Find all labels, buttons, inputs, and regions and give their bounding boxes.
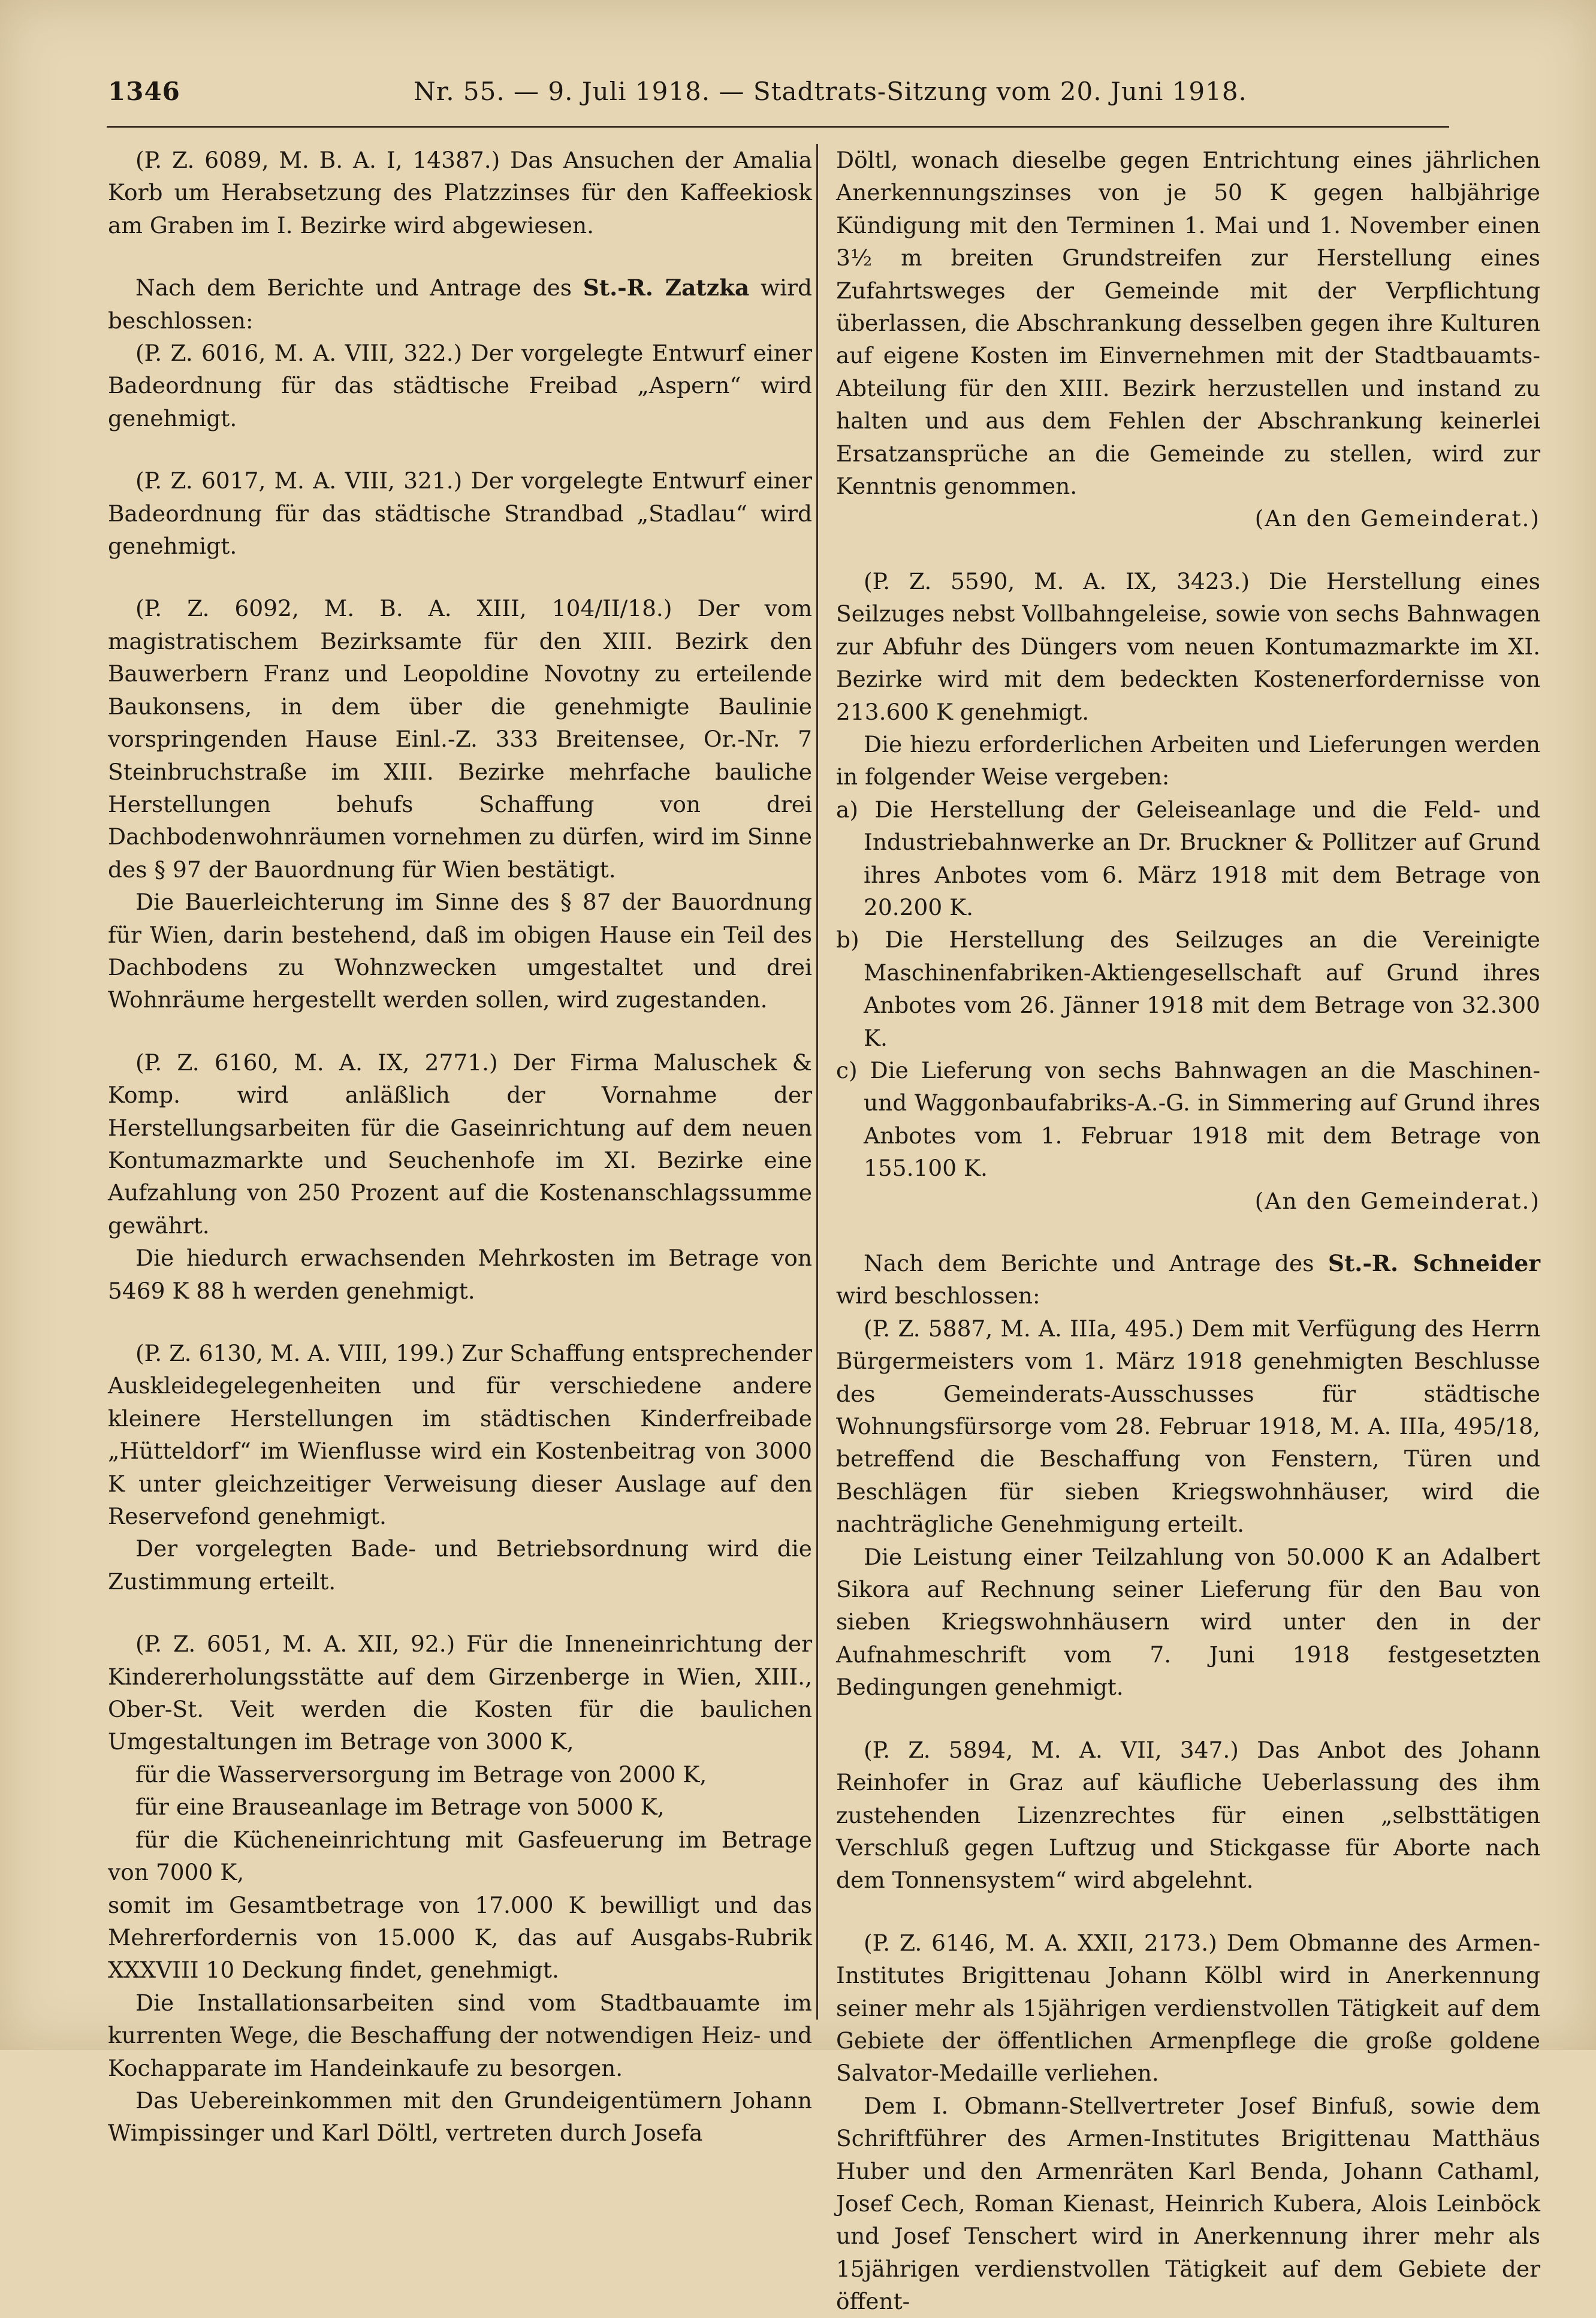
paragraph: (P. Z. 5887, M. A. IIIa, 495.) Dem mit Verfügung des Herrn Bürgermeisters vom 1. März 1918 genehmigten Beschlusse des Gemeinderats-Ausschusses für städtische Wohnungsfürsorge vom 28. Februar 1918, M. A. IIIa, 495/18, betreffend die Beschaffung von Fenstern, Türen und Beschlägen für sieben Kriegswohnhäuser, wird die nachträgliche Genehmigung erteilt.	[836, 1315, 1540, 1538]
paragraph: (P. Z. 6092, M. B. A. XIII, 104/II/18.) Der vom magistratischem Bezirksamte für den XIII. Bezirk den Bauwerbern Franz und Leopoldine Novotny zu erteilende Baukonsens, in dem über die genehmigte Baulinie vorspringenden Hause Einl.-Z. 333 Breitensee, Or.-Nr. 7 Steinbruchstraße im XIII. Bezirke mehrfache bauliche Herstellungen behufs Schaffung von drei Dachbodenwohnräumen vornehmen zu dürfen, wird im Sinne des § 97 der Bauordnung für Wien bestätigt.	[108, 595, 812, 883]
page-number: 1346	[108, 77, 180, 106]
header-rule	[107, 126, 1449, 128]
paragraph: (P. Z. 6016, M. A. VIII, 322.) Der vorgelegte Entwurf einer Badeordnung für das städtische Freibad „Aspern“ wird genehmigt.	[108, 340, 812, 431]
referral-note: (An den Gemeinderat.)	[1254, 1187, 1540, 1214]
paragraph: (P. Z. 6146, M. A. XXII, 2173.) Dem Obmanne des Armen-Institutes Brigittenau Johann Kölbl wird in Anerkennung seiner mehr als 15jährigen verdienstvollen Tätigkeit auf dem Gebiete der öffentlichen Armenpflege die große goldene Salvator-Medaille verliehen.	[836, 1929, 1540, 2087]
page-header	[108, 77, 1450, 119]
paragraph: (P. Z. 5590, M. A. IX, 3423.) Die Herstellung eines Seilzuges nebst Vollbahngeleise, sowie von sechs Bahnwagen zur Abfuhr des Düngers vom neuen Kontumazmarkte im XI. Bezirke wird mit dem bedeckten Kostenerfordernisse von 213.600 K genehmigt.	[836, 568, 1540, 725]
paragraph: Die hiedurch erwachsenden Mehrkosten im Betrage von 5469 K 88 h werden genehmigt.	[108, 1245, 812, 1304]
paragraph: (P. Z. 5894, M. A. VII, 347.) Das Anbot des Johann Reinhofer in Graz auf käufliche Ueberlassung des ihm zustehenden Lizenzrechtes für einen „selbsttätigen Verschluß gegen Luftzug und Stickgasse für Aborte nach dem Tonnensystem“ wird abgelehnt.	[836, 1736, 1540, 1894]
paragraph: Die Installationsarbeiten sind vom Stadtbauamte im kurrenten Wege, die Beschaffung der notwendigen Heiz- und Kochapparate im Handeinkaufe zu besorgen.	[108, 1989, 812, 2081]
paragraph: Nach dem Berichte und Antrage des St.-R. Zatzka wird beschlossen:	[108, 274, 812, 334]
paragraph: (P. Z. 6130, M. A. VIII, 199.) Zur Schaffung entsprechender Auskleidegelegenheiten und für verschiedene andere kleinere Herstellungen im städtischen Kinderfreibade „Hütteldorf“ im Wienflusse wird ein Kostenbeitrag von 3000 K unter gleichzeitiger Verweisung dieser Auslage auf den Reservefond genehmigt.	[108, 1340, 812, 1530]
paragraph: für die Wasserversorgung im Betrage von 2000 K,	[135, 1761, 707, 1788]
list-item: b) Die Herstellung des Seilzuges an die Vereinigte Maschinenfabriken-Aktiengesellschaft auf Grund ihres Anbotes vom 26. Jänner 1918 mit dem Betrage von 32.300 K.	[836, 926, 1540, 1051]
paragraph: Nach dem Berichte und Antrage des St.-R. Schneider wird beschlossen:	[836, 1250, 1540, 1309]
paragraph: Die hiezu erforderlichen Arbeiten und Lieferungen werden in folgender Weise vergeben:	[836, 731, 1540, 790]
list-item: c) Die Lieferung von sechs Bahnwagen an die Maschinen- und Waggonbaufabriks-A.-G. in Simmering auf Grund ihres Anbotes vom 1. Februar 1918 mit dem Betrage von 155.100 K.	[836, 1057, 1540, 1182]
paragraph: Die Bauerleichterung im Sinne des § 87 der Bauordnung für Wien, darin bestehend, daß im obigen Hause ein Teil des Dachbodens zu Wohnzwecken umgestaltet und drei Wohnräume hergestellt werden sollen, wird zugestanden.	[108, 889, 812, 1013]
left-column	[108, 144, 812, 2150]
paragraph: für die Kücheneinrichtung mit Gasfeuerung im Betrage von 7000 K,	[108, 1826, 812, 1886]
paragraph: (P. Z. 6160, M. A. IX, 2771.) Der Firma Maluschek & Komp. wird anläßlich der Vornahme der Herstellungsarbeiten für die Gaseinrichtung auf dem neuen Kontumazmarkte und Seuchenhofe im XI. Bezirke eine Aufzahlung von 250 Prozent auf die Kostenanschlagssumme gewährt.	[108, 1049, 812, 1239]
paragraph: (P. Z. 6017, M. A. VIII, 321.) Der vorgelegte Entwurf einer Badeordnung für das städtische Strandbad „Stadlau“ wird genehmigt.	[108, 467, 812, 560]
paragraph: Döltl, wonach dieselbe gegen Entrichtung eines jährlichen Anerkennungszinses von je 50 K gegen halbjährige Kündigung mit den Terminen 1. Mai und 1. November einen 3½ m breiten Grundstreifen zur Herstellung eines Zufahrtsweges der Gemeinde mit der Verpflichtung überlassen, die Abschrankung desselben gegen ihre Kulturen auf eigene Kosten im Einvernehmen mit der Stadtbauamts-Abteilung für den XIII. Bezirk herzustellen und instand zu halten und aus dem Fehlen der Abschrankung keinerlei Ersatzansprüche an die Gemeinde zu stellen, wird zur Kenntnis genommen.	[836, 147, 1540, 500]
paragraph: (P. Z. 6089, M. B. A. I, 14387.) Das Ansuchen der Amalia Korb um Herabsetzung des Platzzinses für den Kaffeekiosk am Graben im I. Bezirke wird abgewiesen.	[108, 147, 812, 239]
column-divider	[816, 144, 818, 2020]
right-column	[836, 144, 1540, 2318]
paragraph: somit im Gesamtbetrage von 17.000 K bewilligt und das Mehrerfordernis von 15.000 K, das auf Ausgabs-Rubrik XXXVIII 10 Deckung findet, genehmigt.	[108, 1891, 812, 1984]
councillor-name: St.-R. Schneider	[1328, 1250, 1540, 1276]
paragraph: Dem I. Obmann-Stellvertreter Josef Binfuß, sowie dem Schriftführer des Armen-Institutes Brigittenau Matthäus Huber und den Armenräten Karl Benda, Johann Cathaml, Josef Cech, Roman Kienast, Heinrich Kubera, Alois Leinböck und Josef Tenschert wird in Anerkennung ihrer mehr als 15jährigen verdienstvollen Tätigkeit auf dem Gebiete der öffent-	[836, 2092, 1540, 2315]
paragraph: Die Leistung einer Teilzahlung von 50.000 K an Adalbert Sikora auf Rechnung seiner Lieferung für den Bau von sieben Kriegswohnhäusern wird unter den in der Aufnahmeschrift vom 7. Juni 1918 festgesetzten Bedingungen genehmigt.	[836, 1543, 1540, 1701]
paragraph: für eine Brauseanlage im Betrage von 5000 K,	[135, 1794, 665, 1821]
running-title: Nr. 55. — 9. Juli 1918. — Stadtrats-Sitzung vom 20. Juni 1918.	[414, 77, 1247, 106]
paragraph: Das Uebereinkommen mit den Grundeigentümern Johann Wimpissinger und Karl Döltl, vertreten durch Josefa	[108, 2087, 812, 2147]
councillor-name: St.-R. Zatzka	[583, 274, 750, 301]
paragraph: (P. Z. 6051, M. A. XII, 92.) Für die Inneneinrichtung der Kindererholungsstätte auf dem Girzenberge in Wien, XIII., Ober-St. Veit werden die Kosten für die baulichen Umgestaltungen im Betrage von 3000 K,	[108, 1631, 812, 1755]
list-item: a) Die Herstellung der Geleiseanlage und die Feld- und Industriebahnwerke an Dr. Bruckner & Pollitzer auf Grund ihres Anbotes vom 6. März 1918 mit dem Betrage von 20.200 K.	[836, 796, 1540, 920]
referral-note: (An den Gemeinderat.)	[1254, 505, 1540, 532]
paragraph: Der vorgelegten Bade- und Betriebsordnung wird die Zustimmung erteilt.	[108, 1535, 812, 1595]
